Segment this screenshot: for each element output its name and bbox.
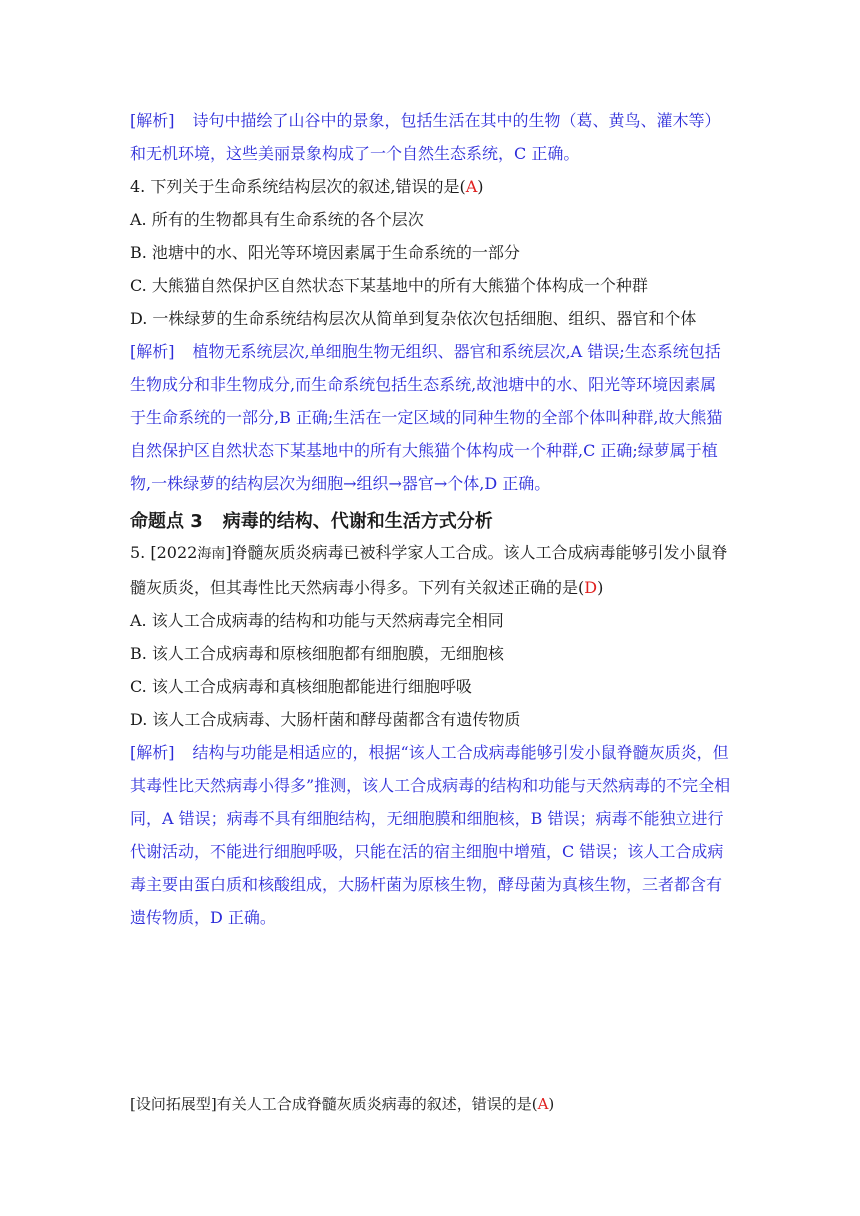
analysis-text: 植物无系统层次,单细胞生物无组织、器官和系统层次,A 错误;生态系统包括生物成分和非生物成分,而生命系统包括生态系统,故池塘中的水、阳光等环境因素属于生命系统的一部分,B 正确;生活在一定区域的同种生物的全部个体叫种群,故大熊猫自然保护区自然状态下某基地中的所有大熊猫个体构成一个种群,C 正确;绿萝属于植物,一株绿萝的结构层次为细胞→组织→器官→个体,D 正确。: [130, 342, 723, 493]
answer-mark: A: [537, 1095, 549, 1113]
section-heading: [130, 510, 732, 534]
q3-analysis: [130, 104, 732, 170]
option-b: B. 该人工合成病毒和原核细胞都有细胞膜，无细胞核: [130, 644, 504, 663]
answer-mark: A: [465, 177, 478, 196]
analysis-text: 结构与功能是相适应的，根据“该人工合成病毒能够引发小鼠脊髓灰质炎，但其毒性比天然病毒小得多”推测，该人工合成病毒的结构和功能与天然病毒的不完全相同，A 错误；病毒不具有细胞结构，无细胞膜和细胞核，B 错误；病毒不能独立进行代谢活动，不能进行细胞呼吸，只能在活的宿主细胞中增殖，C 错误；该人工合成病毒主要由蛋白质和核酸组成，大肠杆菌为原核生物，酵母菌为真核生物，三者都含有遗传物质，D 正确。: [130, 743, 731, 927]
analysis-tag: [解析]: [130, 342, 175, 361]
question-number: 5. [2022: [130, 543, 198, 562]
option-a: A. 所有的生物都具有生命系统的各个层次: [130, 210, 424, 229]
option-c: C. 该人工合成病毒和真核细胞都能进行细胞呼吸: [130, 677, 472, 696]
section-label: 命题点 3: [130, 511, 203, 532]
option-a: A. 该人工合成病毒的结构和功能与天然病毒完全相同: [130, 611, 504, 630]
document-body: [130, 104, 732, 934]
question-text: [设问拓展型]有关人工合成脊髓灰质炎病毒的叙述，错误的是(: [130, 1095, 538, 1113]
section-title: 病毒的结构、代谢和生活方式分析: [222, 511, 493, 532]
question-text: ]脊髓灰质炎病毒已被科学家人工合成。该人工合成病毒能够引发小鼠脊髓灰质炎，但其毒性比天然病毒小得多。下列有关叙述正确的是(: [130, 543, 728, 597]
q5-stem: [130, 536, 732, 604]
analysis-tag: [解析]: [130, 743, 175, 762]
option-d: D. 一株绿萝的生命系统结构层次从简单到复杂依次包括细胞、组织、器官和个体: [130, 309, 697, 328]
option-d: D. 该人工合成病毒、大肠杆菌和酵母菌都含有遗传物质: [130, 710, 521, 729]
q4-analysis: [130, 335, 732, 500]
question-text: 4. 下列关于生命系统结构层次的叙述,错误的是(: [130, 177, 466, 196]
question-close: ): [597, 578, 604, 597]
option-c: C. 大熊猫自然保护区自然状态下某基地中的所有大熊猫个体构成一个种群: [130, 276, 648, 295]
question-close: ): [548, 1095, 555, 1113]
option-b: B. 池塘中的水、阳光等环境因素属于生命系统的一部分: [130, 243, 520, 262]
q4-stem: [130, 170, 732, 203]
q5-analysis: [130, 736, 732, 934]
analysis-tag: [解析]: [130, 111, 175, 130]
source-tag: 海南: [197, 546, 226, 562]
answer-mark: D: [584, 578, 598, 597]
question-close: ): [477, 177, 484, 196]
analysis-text: 诗句中描绘了山谷中的景象，包括生活在其中的生物（葛、黄鸟、灌木等）和无机环境，这些美丽景象构成了一个自然生态系统，C 正确。: [130, 111, 721, 163]
expand-question: [130, 1092, 554, 1116]
